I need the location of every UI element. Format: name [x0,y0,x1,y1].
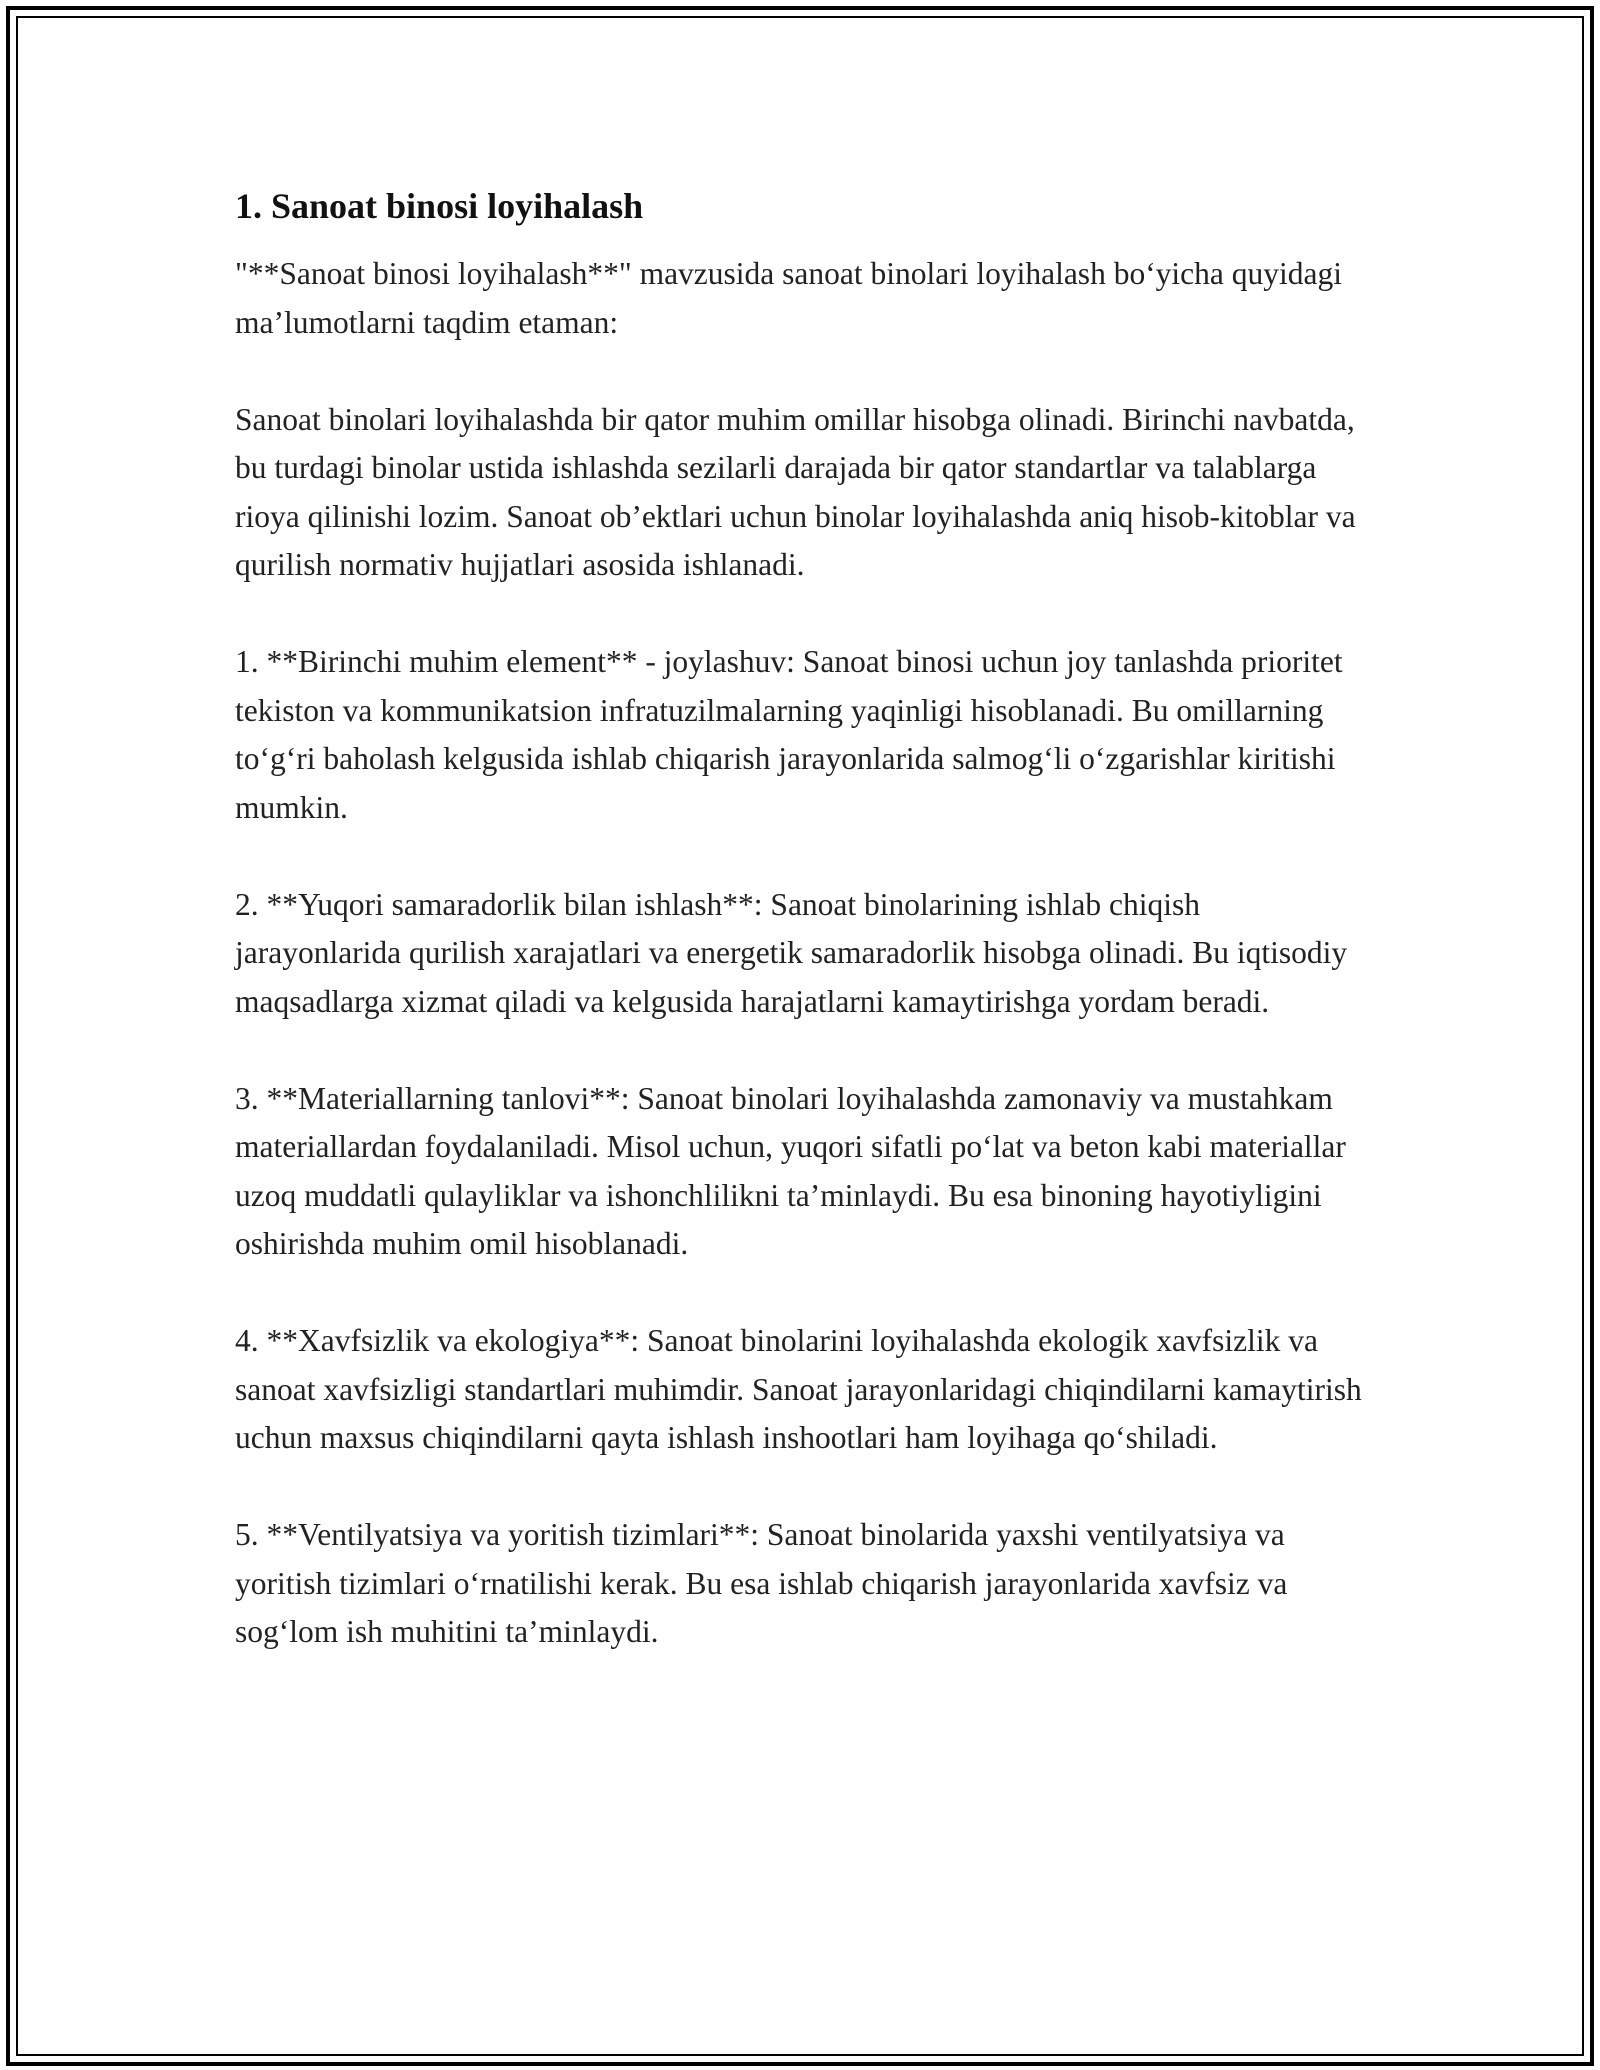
section-heading: 1. Sanoat binosi loyihalash [235,186,644,226]
list-item-efficiency: 2. **Yuqori samaradorlik bilan ishlash**: Sanoat binolarining ishlab chiqish jarayonlarida qurilish xarajatlari va energetik samaradorlik hisobga olinadi. Bu iqtisodiy maqsadlarga xizmat qiladi va kelgusida harajatlarni kamaytirishga yordam beradi. [235,886,1348,1019]
overview-paragraph: Sanoat binolari loyihalashda bir qator muhim omillar hisobga olinadi. Birinchi navbatda, bu turdagi binolar ustida ishlashda sezilarli darajada bir qator standartlar va talablarga rioya qilinishi lozim. Sanoat ob’ektlari uchun binolar loyihalashda aniq hisob-kitoblar va qurilish normativ hujjatlari asosida ishlanadi. [235,401,1356,582]
list-item-location: 1. **Birinchi muhim element** - joylashuv: Sanoat binosi uchun joy tanlashda prioritet tekiston va kommunikatsion infratuzilmalarning yaqinligi hisoblanadi. Bu omillarning to‘g‘ri baholash kelgusida ishlab chiqarish jarayonlarida salmog‘li o‘zgarishlar kiritishi mumkin. [235,644,1343,825]
list-item-safety-ecology: 4. **Xavfsizlik va ekologiya**: Sanoat binolarini loyihalashda ekologik xavfsizlik va sanoat xavfsizligi standartlari muhimdir. Sanoat jarayonlaridagi chiqindilarni kamaytirish uchun maxsus chiqindilarni qayta ishlash inshootlari ham loyihaga qo‘shiladi. [235,1323,1362,1455]
list-item-materials: 3. **Materiallarning tanlovi**: Sanoat binolari loyihalashda zamonaviy va mustahkam materiallardan foydalaniladi. Misol uchun, yuqori sifatli po‘lat va beton kabi materiallar uzoq muddatli qulayliklar va ishonchlilikni ta’minlaydi. Bu esa binoning hayotiyligini oshirishda muhim omil hisoblanadi. [235,1080,1346,1261]
list-item-ventilation-lighting: 5. **Ventilyatsiya va yoritish tizimlari**: Sanoat binolarida yaxshi ventilyatsiya va yoritish tizimlari o‘rnatilishi kerak. Bu esa ishlab chiqarish jarayonlarida xavfsiz va sog‘lom ish muhitini ta’minlaydi. [235,1517,1288,1649]
document-body [235,182,1370,1657]
intro-paragraph: "**Sanoat binosi loyihalash**" mavzusida sanoat binolari loyihalash bo‘yicha quyidagi ma’lumotlarni taqdim etaman: [235,256,1343,340]
